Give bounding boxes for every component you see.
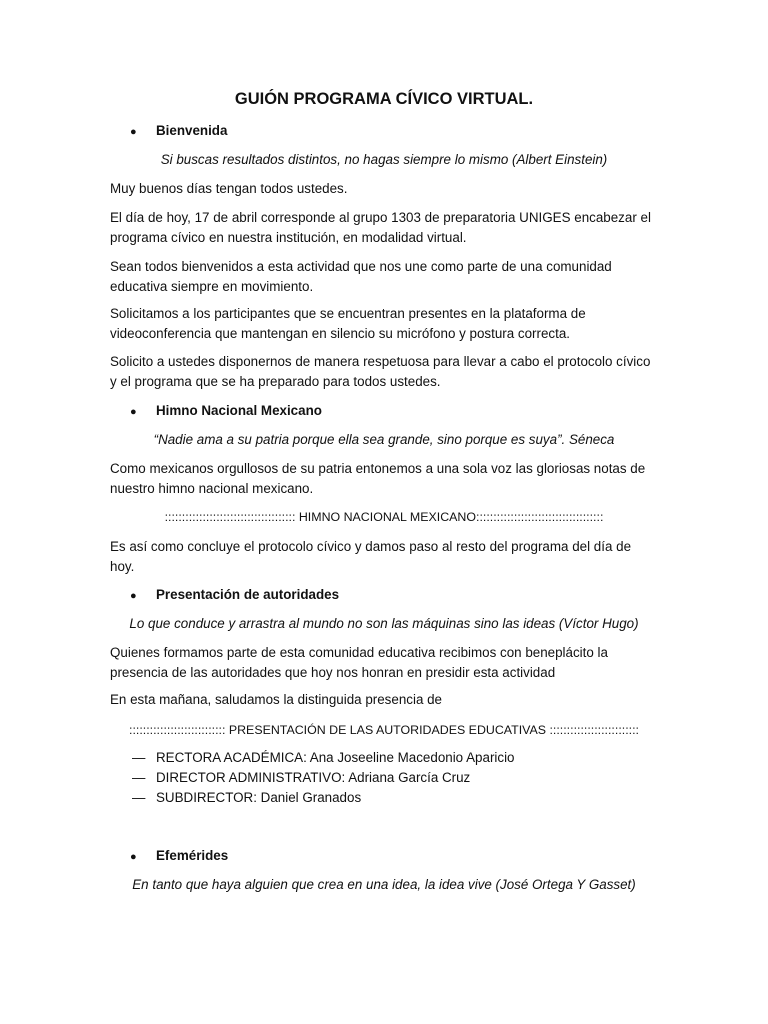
section-heading-himno — [130, 401, 322, 422]
paragraph-saludamos: En esta mañana, saludamos la distinguida presencia de — [110, 692, 443, 707]
paragraph-concluye: Es así como concluye el protocolo cívico y damos paso al resto del programa del día de hoy. — [110, 539, 632, 574]
list-item — [132, 768, 470, 788]
document-title: GUIÓN PROGRAMA CÍVICO VIRTUAL. — [234, 90, 534, 108]
quote-seneca: “Nadie ama a su patria porque ella sea grande, sino porque es suya”. Séneca — [153, 432, 615, 447]
section-heading-label: Bienvenida — [156, 123, 228, 138]
paragraph-bienvenidos: Sean todos bienvenidos a esta actividad que nos une como parte de una comunidad educativa siempre en movimiento. — [110, 259, 612, 294]
section-heading-autoridades — [130, 585, 339, 606]
bullet-icon: ● — [130, 590, 137, 602]
bullet-icon: ● — [130, 126, 137, 138]
section-heading-label: Efemérides — [156, 848, 229, 863]
paragraph-protocolo: Solicito a ustedes disponernos de manera respetuosa para llevar a cabo el protocolo cívico y el programa que se ha preparado para todos ustedes. — [110, 354, 651, 389]
quote-victor-hugo: Lo que conduce y arrastra al mundo no son las máquinas sino las ideas (Víctor Hugo) — [129, 616, 639, 631]
paragraph-microfono: Solicitamos a los participantes que se encuentran presentes en la plataforma de videoconferencia que mantengan en silencio su micrófono y postura correcta. — [110, 306, 586, 341]
paragraph-himno: Como mexicanos orgullosos de su patria entonemos a una sola voz las gloriosas notas de nuestro himno nacional mexicano. — [110, 461, 646, 496]
bullet-icon: ● — [130, 851, 137, 863]
list-item — [132, 748, 515, 768]
section-heading-label: Himno Nacional Mexicano — [156, 403, 322, 418]
dash-icon: — — [132, 750, 146, 765]
paragraph-saludo: Muy buenos días tengan todos ustedes. — [110, 181, 348, 196]
banner-autoridades: :::::::::::::::::::::::::::: PRESENTACIÓN DE LAS AUTORIDADES EDUCATIVAS :::::::::::::::::::::::::: — [129, 723, 639, 737]
dash-icon: — — [132, 770, 146, 785]
quote-ortega: En tanto que haya alguien que crea en una idea, la idea vive (José Ortega Y Gasset) — [132, 877, 636, 892]
list-item-text: SUBDIRECTOR: Daniel Granados — [156, 790, 362, 805]
paragraph-comunidad: Quienes formamos parte de esta comunidad educativa recibimos con beneplácito la presencia de las autoridades que hoy nos honran en presidir esta actividad — [110, 645, 608, 680]
section-heading-label: Presentación de autoridades — [156, 587, 340, 602]
paragraph-fecha: El día de hoy, 17 de abril corresponde al grupo 1303 de preparatoria UNIGES encabezar el programa cívico en nuestra institución, en modalidad virtual. — [110, 210, 651, 245]
quote-einstein: Si buscas resultados distintos, no hagas siempre lo mismo (Albert Einstein) — [160, 152, 608, 167]
section-heading-bienvenida — [130, 121, 227, 142]
banner-himno: :::::::::::::::::::::::::::::::::::::: HIMNO NACIONAL MEXICANO::::::::::::::::::::::::::::::::::::: — [164, 510, 604, 524]
bullet-icon: ● — [130, 406, 137, 418]
list-item-text: RECTORA ACADÉMICA: Ana Joseeline Macedonio Aparicio — [156, 750, 515, 765]
section-heading-efemerides — [130, 846, 228, 867]
list-item-text: DIRECTOR ADMINISTRATIVO: Adriana García Cruz — [156, 770, 471, 785]
dash-icon: — — [132, 790, 146, 805]
list-item — [132, 788, 361, 808]
